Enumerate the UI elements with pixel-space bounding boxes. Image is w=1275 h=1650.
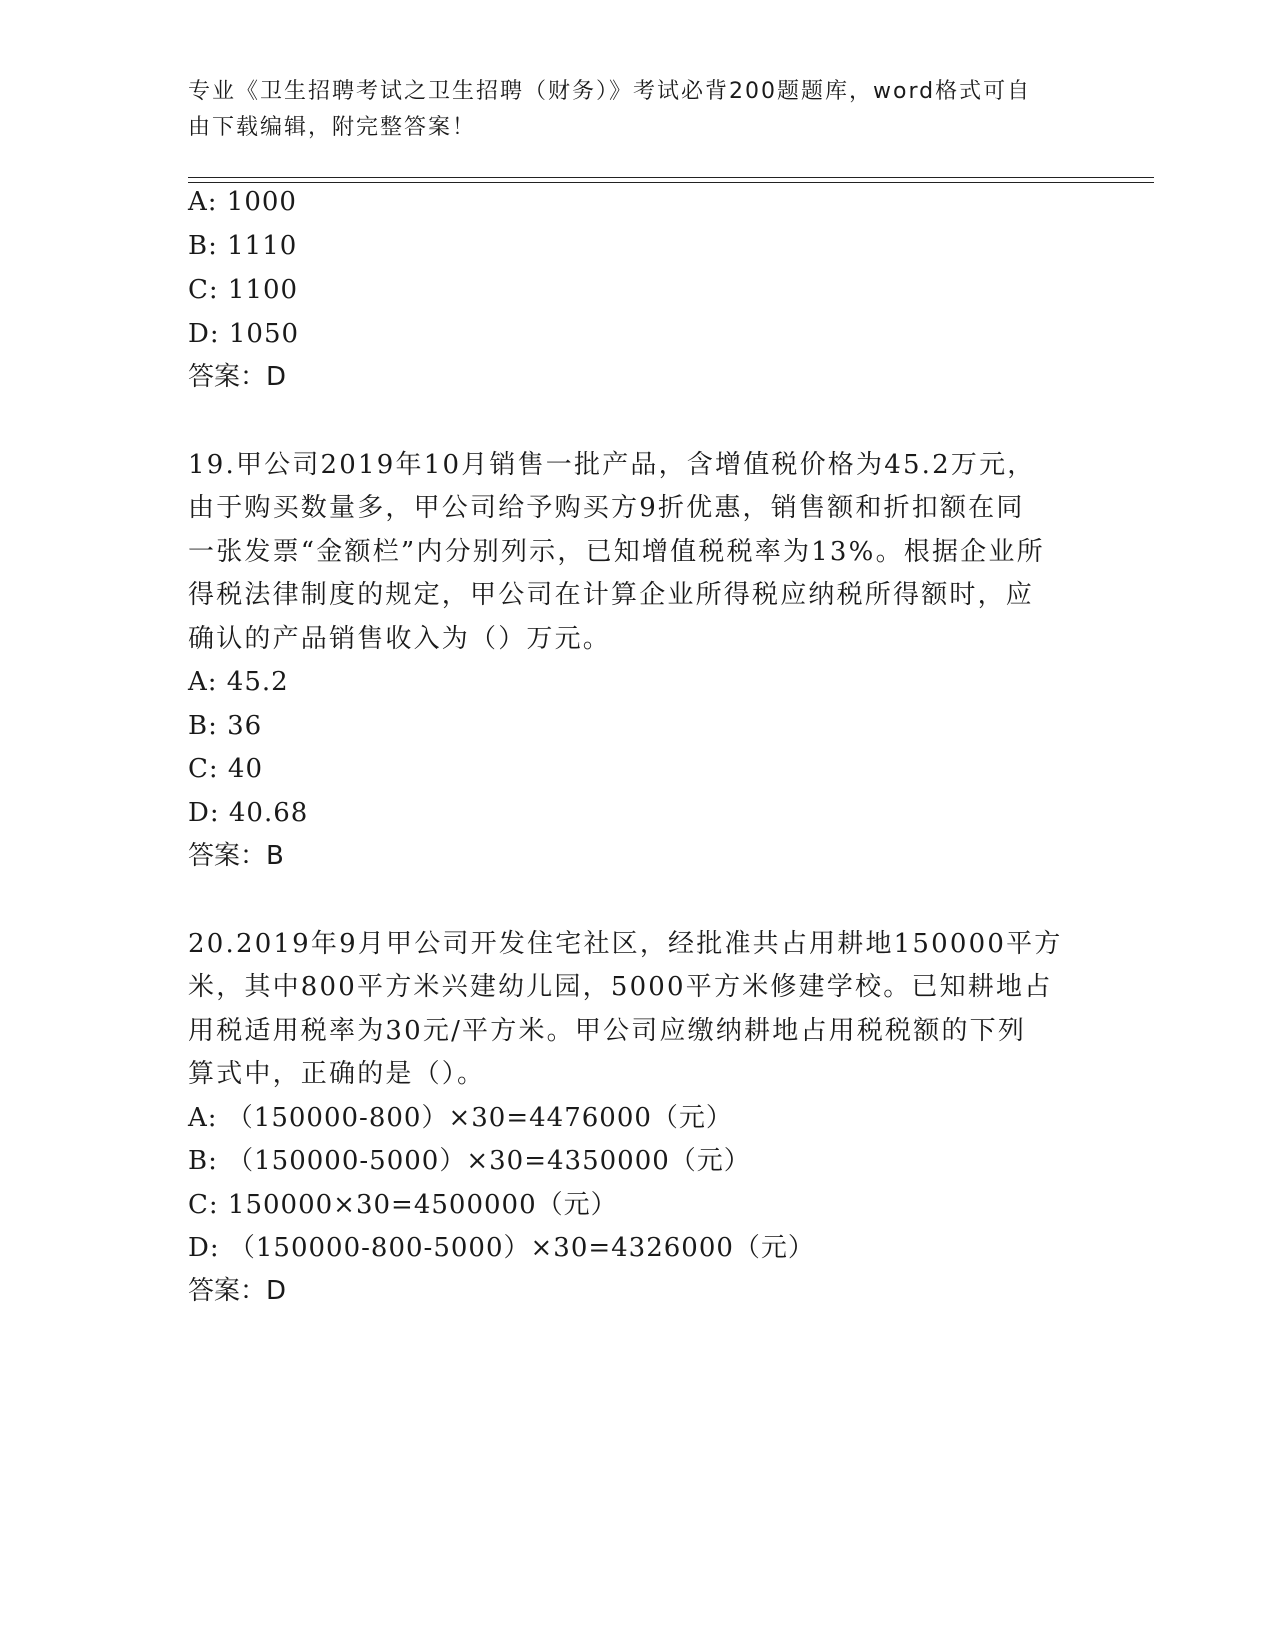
header-line-1: 专业《卫生招聘考试之卫生招聘（财务）》考试必背200题题库，word格式可自 bbox=[188, 79, 1032, 104]
q20-option-c: C: 150000×30=4500000（元） bbox=[188, 1190, 618, 1220]
q20-option-b: B: （150000-5000）×30=4350000（元） bbox=[188, 1146, 751, 1176]
q19-stem-line-5: 确认的产品销售收入为（）万元。 bbox=[188, 624, 612, 654]
q19-option-b: B: 36 bbox=[188, 711, 263, 741]
q19-answer: 答案：B bbox=[188, 841, 284, 871]
q19-stem-line-2: 由于购买数量多，甲公司给予购买方9折优惠，销售额和折扣额在同 bbox=[188, 493, 1025, 523]
q18-option-b: B: 1110 bbox=[188, 231, 298, 261]
header-divider-bottom bbox=[188, 182, 1154, 183]
q20-option-d: D: （150000-800-5000）×30=4326000（元） bbox=[188, 1233, 815, 1263]
q19-stem-line-4: 得税法律制度的规定，甲公司在计算企业所得税应纳税所得额时，应 bbox=[188, 580, 1035, 610]
q20-stem-line-1: 20.2019年9月甲公司开发住宅社区，经批准共占用耕地150000平方 bbox=[188, 929, 1063, 959]
q20-option-a: A: （150000-800）×30=4476000（元） bbox=[188, 1103, 733, 1133]
q19-stem-line-3: 一张发票“金额栏”内分别列示，已知增值税税率为13%。根据企业所 bbox=[188, 537, 1045, 567]
q20-stem-line-4: 算式中，正确的是（）。 bbox=[188, 1059, 486, 1089]
q19-option-a: A: 45.2 bbox=[188, 667, 289, 697]
q18-option-d: D: 1050 bbox=[188, 319, 300, 349]
q18-option-c: C: 1100 bbox=[188, 275, 299, 305]
q19-option-c: C: 40 bbox=[188, 754, 264, 784]
header-line-2: 由下载编辑，附完整答案！ bbox=[188, 115, 477, 140]
header-divider-top bbox=[188, 177, 1154, 178]
q18-option-a: A: 1000 bbox=[188, 187, 297, 217]
q19-option-d: D: 40.68 bbox=[188, 798, 309, 828]
document-header bbox=[188, 74, 1088, 146]
q18-answer: 答案：D bbox=[188, 362, 287, 392]
q20-stem-line-2: 米，其中800平方米兴建幼儿园，5000平方米修建学校。已知耕地占 bbox=[188, 972, 1053, 1002]
q20-answer: 答案：D bbox=[188, 1276, 287, 1306]
q20-stem-line-3: 用税适用税率为30元/平方米。甲公司应缴纳耕地占用税税额的下列 bbox=[188, 1016, 1027, 1046]
q19-stem-line-1: 19.甲公司2019年10月销售一批产品，含增值税价格为45.2万元， bbox=[188, 450, 1036, 480]
